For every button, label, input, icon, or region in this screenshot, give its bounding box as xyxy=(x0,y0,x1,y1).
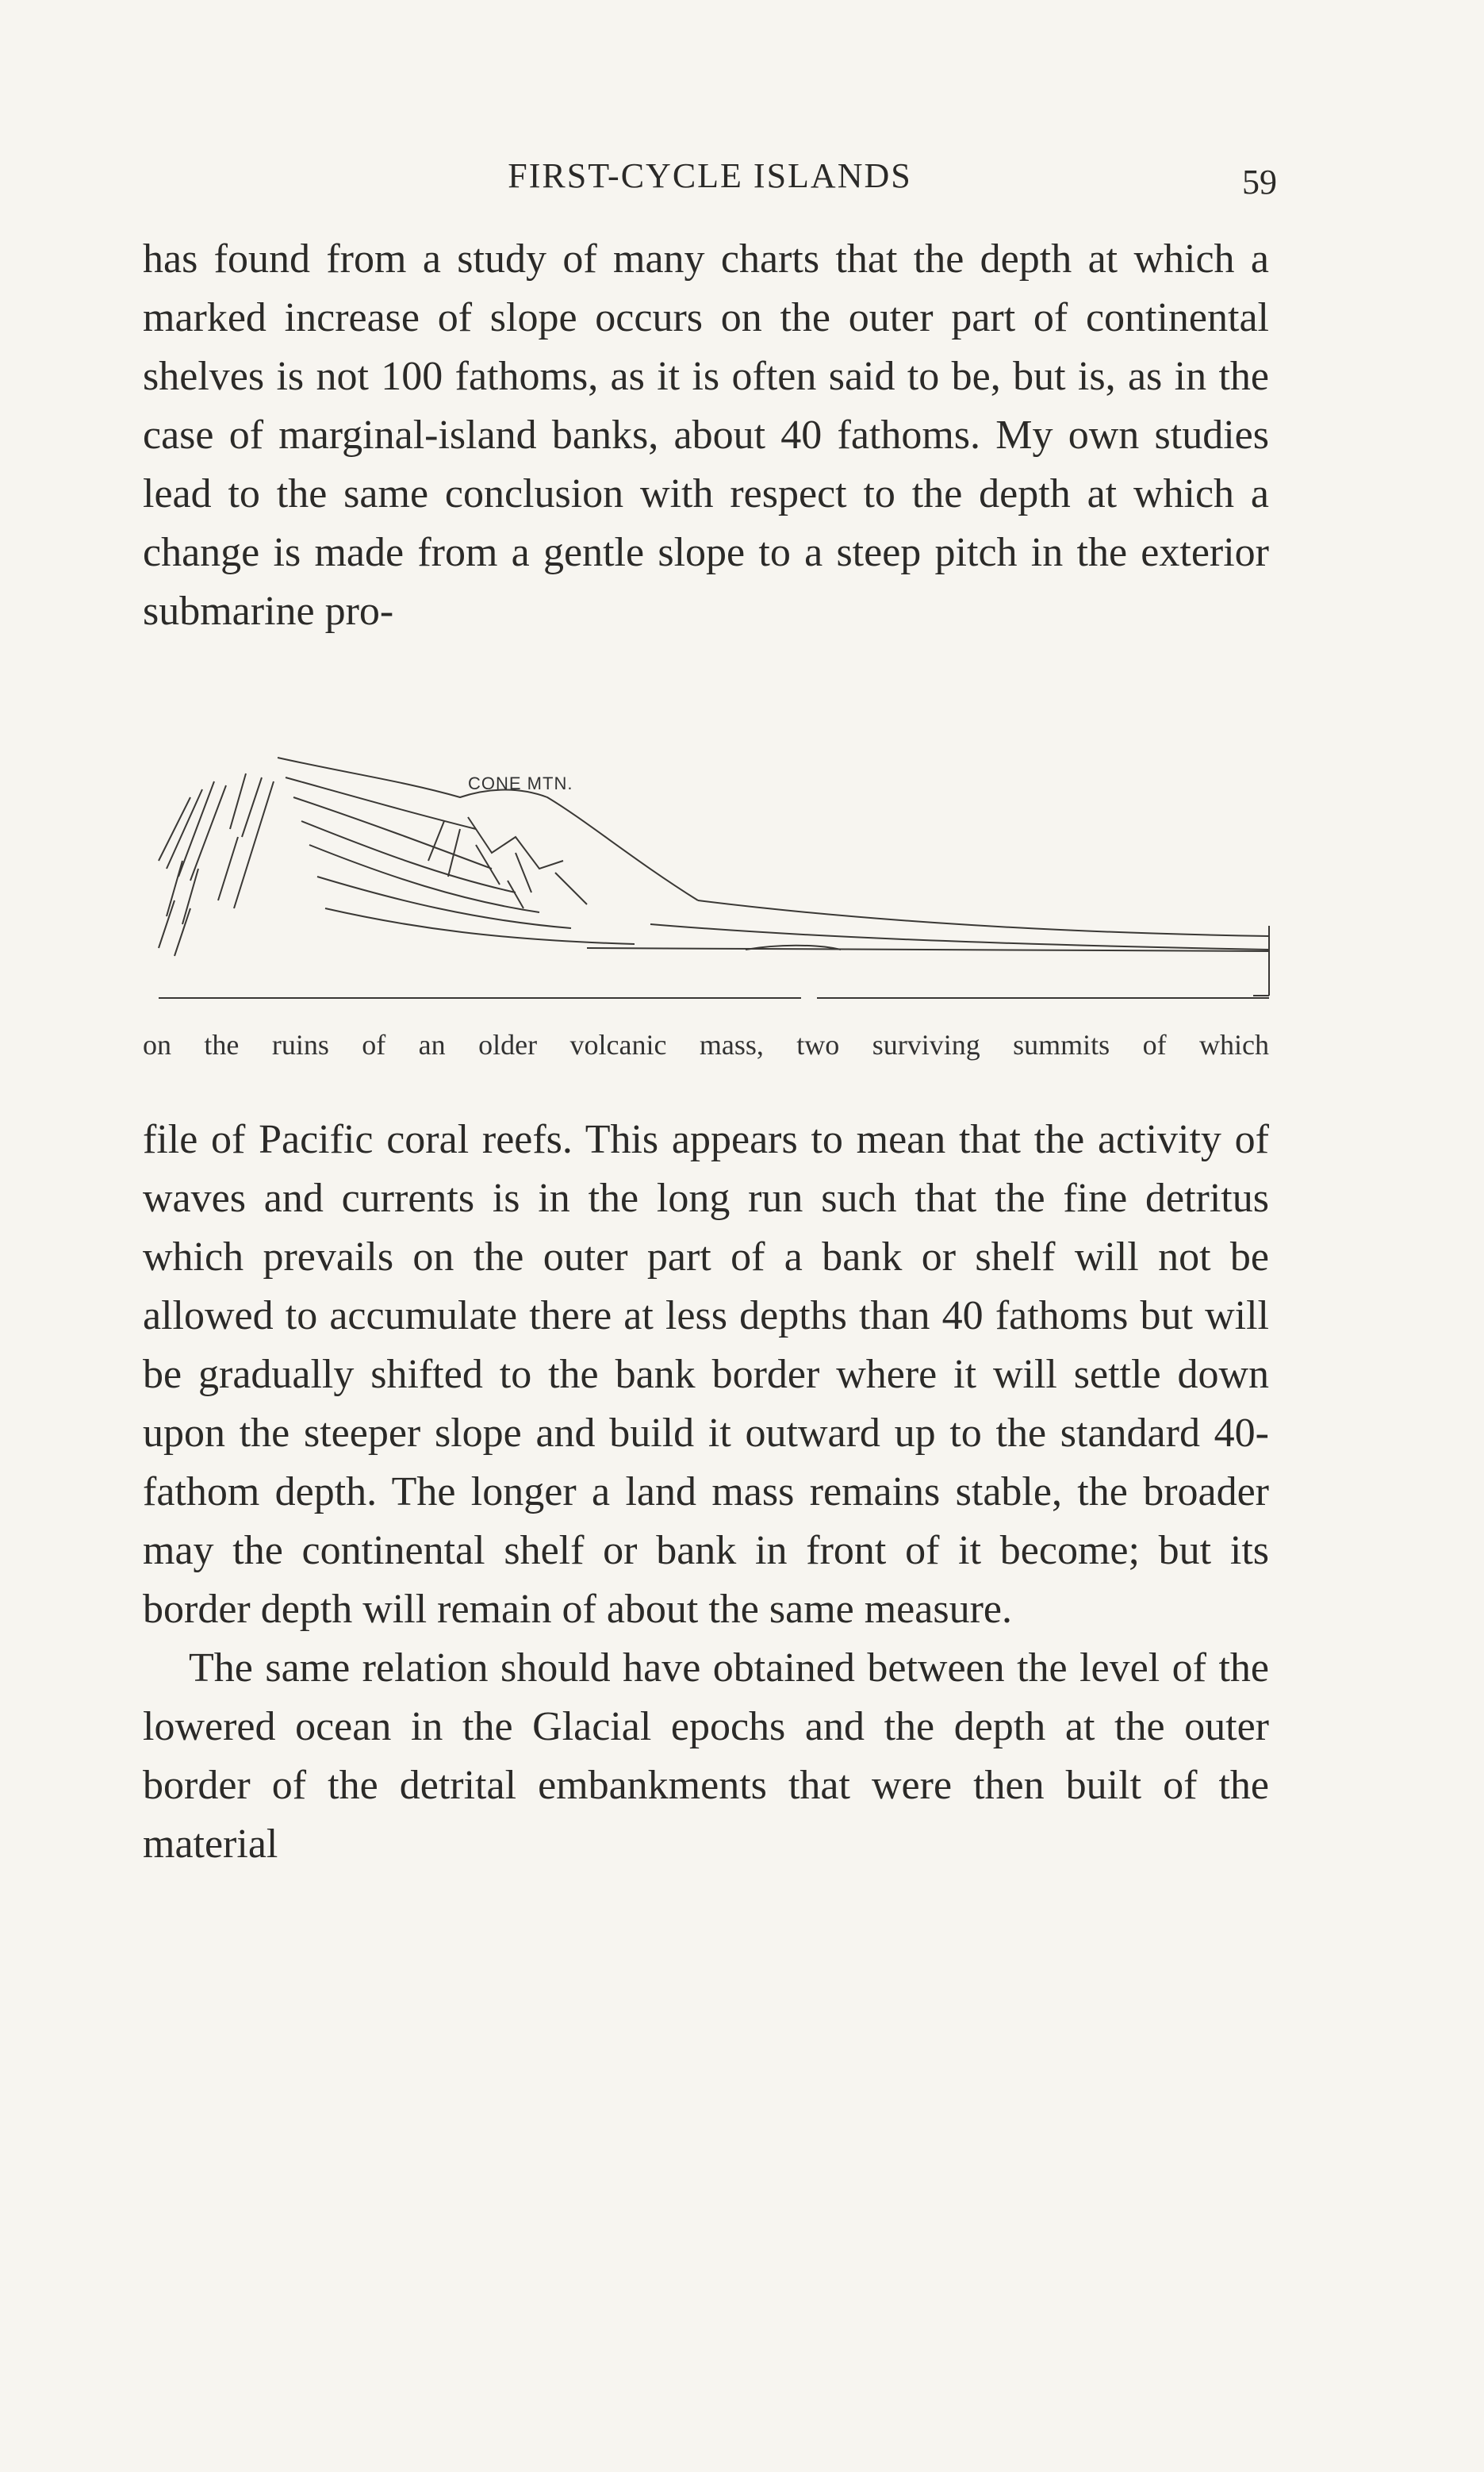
body-text-top xyxy=(143,230,1269,641)
running-head xyxy=(143,155,1277,211)
paragraph: has found from a study of many charts that the depth at which a marked increase of slope occurs on the outer part of continental shelves is not 100 fathoms, as it is often said to be, but is, as in the case of marginal-island banks, about 40 fathoms. My own studies lead to the same conclusion with respect to the depth at which a change is made from a gentle slope to a steep pitch in the exterior submarine pro- xyxy=(143,236,1269,634)
body-text-bottom xyxy=(143,1111,1269,1874)
figure-caption: on the ruins of an older volcanic mass, two surviving summits of which xyxy=(143,1029,1269,1061)
paragraph: file of Pacific coral reefs. This appears to mean that the activity of waves and currents is in the long run such that the fine detritus which prevails on the outer part of a bank or shelf will not be allowed to accumulate there at less depths than 40 fathoms but will be gradually shifted to the bank border where it will settle down upon the steeper slope and build it outward up to the standard 40-fathom depth. The longer a land mass remains stable, the broader may the continental shelf or bank in front of it become; but its border depth will remain of about the same measure. xyxy=(143,1117,1269,1632)
page-number: 59 xyxy=(1242,163,1277,202)
running-title: FIRST-CYCLE ISLANDS xyxy=(508,156,912,195)
cone-mountain-label: CONE MTN. xyxy=(468,773,573,793)
volcano-sketch-drawing xyxy=(143,742,1277,1011)
paragraph: The same relation should have obtained between the level of the lowered ocean in the Glacial epochs and the depth at the outer border of the detrital embankments that were then built of the material xyxy=(143,1645,1269,1867)
volcano-sketch-figure xyxy=(143,742,1277,1011)
